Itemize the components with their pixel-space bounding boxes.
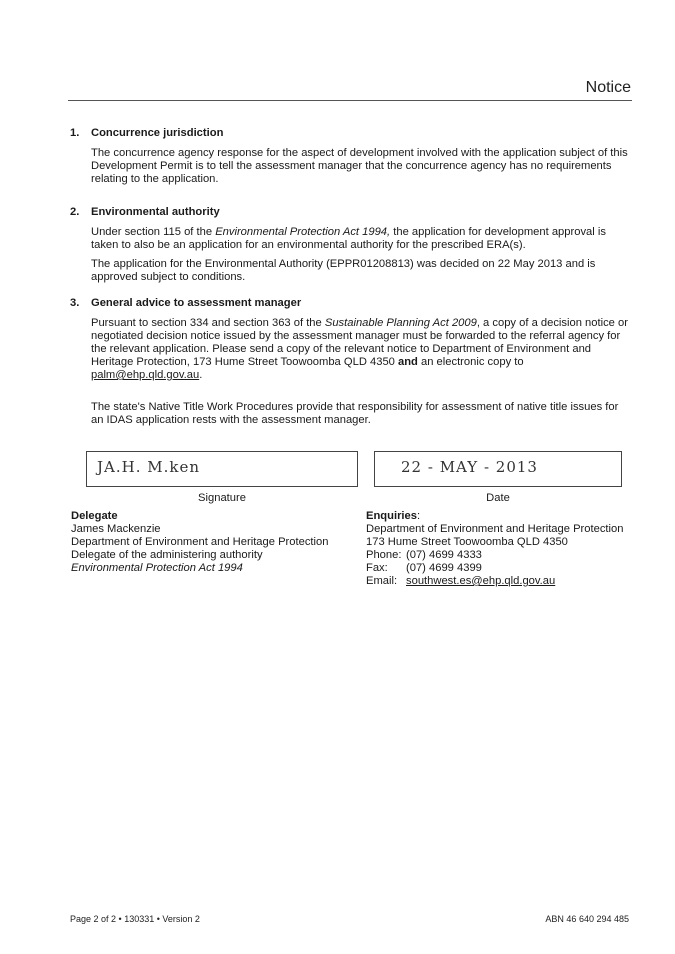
footer-abn: ABN 46 640 294 485	[545, 914, 629, 924]
section-heading	[70, 297, 630, 310]
delegate-department: Department of Environment and Heritage Protection	[71, 536, 329, 548]
text: an electronic copy to	[417, 356, 524, 368]
handwritten-date: 22 - MAY - 2013	[401, 458, 538, 476]
section-number: 1.	[70, 127, 80, 139]
enquiries-heading: Enquiries	[366, 510, 417, 522]
colon: :	[416, 510, 421, 522]
text: Pursuant to section 334 and section 363 of the	[91, 317, 325, 329]
enquiries-block	[366, 510, 623, 588]
page-title: Notice	[585, 79, 631, 96]
handwritten-signature: JA.H. M.ken	[97, 458, 200, 476]
signature-label: Signature	[198, 492, 246, 504]
section-title: Concurrence jurisdiction	[91, 127, 224, 139]
paragraph: The application for the Environmental Authority (EPPR01208813) was decided on 22 May 2013 and is approved subject to conditions.	[91, 258, 596, 283]
fax-label: Fax:	[366, 562, 388, 574]
text: , a copy of a decision notice or negotiated decision notice issued by the assessment manager must be forwarded to the referral agency for the relevant application. Please send a copy of the relevant notice to Department of Environment and Heritage Protection, 173 Hume Street Toowoomba QLD 4350	[91, 317, 628, 368]
act-title: Environmental Protection Act 1994,	[215, 226, 391, 238]
enquiries-heading-line	[366, 510, 623, 523]
section-heading	[70, 206, 630, 219]
section-concurrence-jurisdiction	[70, 127, 630, 186]
email-row	[366, 575, 623, 588]
section-number: 2.	[70, 206, 80, 218]
fax-row	[366, 562, 623, 575]
date-label: Date	[486, 492, 510, 504]
paragraph: The state's Native Title Work Procedures provide that responsibility for assessment of native title issues for an IDAS application rests with the assessment manager.	[91, 401, 619, 426]
enquiries-address: 173 Hume Street Toowoomba QLD 4350	[366, 536, 568, 548]
delegate-name: James Mackenzie	[71, 523, 161, 535]
phone-row	[366, 549, 623, 562]
emphasis: and	[398, 356, 418, 368]
section-general-advice	[70, 297, 630, 427]
text: .	[199, 369, 203, 381]
footer-page-info: Page 2 of 2 • 130331 • Version 2	[70, 914, 200, 924]
email-label: Email:	[366, 575, 398, 587]
email-link[interactable]: southwest.es@ehp.qld.gov.au	[406, 575, 556, 587]
paragraph	[91, 226, 630, 252]
delegate-block	[71, 510, 328, 575]
section-title: Environmental authority	[91, 206, 220, 218]
date-box	[374, 451, 622, 487]
delegate-role: Delegate of the administering authority	[71, 549, 263, 561]
section-title: General advice to assessment manager	[91, 297, 302, 309]
enquiries-department: Department of Environment and Heritage Protection	[366, 523, 624, 535]
section-environmental-authority	[70, 206, 630, 284]
act-title: Sustainable Planning Act 2009	[324, 317, 477, 329]
fax-value: (07) 4699 4399	[406, 562, 482, 574]
header-divider	[68, 100, 632, 101]
text: Under section 115 of the	[91, 226, 216, 238]
section-heading	[70, 127, 630, 140]
phone-value: (07) 4699 4333	[406, 549, 482, 561]
delegate-act: Environmental Protection Act 1994	[71, 562, 243, 574]
paragraph: The concurrence agency response for the aspect of development involved with the application subject of this Development Permit is to tell the assessment manager that the concurrence agency has no requirements relating to the application.	[91, 147, 628, 185]
text: the application for development approval is taken to also be an application for an environmental authority for the prescribed ERA(s).	[91, 226, 606, 251]
phone-label: Phone:	[366, 549, 402, 561]
signature-box	[86, 451, 358, 487]
delegate-heading: Delegate	[71, 510, 118, 522]
paragraph	[91, 317, 630, 382]
email-link[interactable]: palm@ehp.qld.gov.au	[91, 369, 200, 381]
section-number: 3.	[70, 297, 80, 309]
